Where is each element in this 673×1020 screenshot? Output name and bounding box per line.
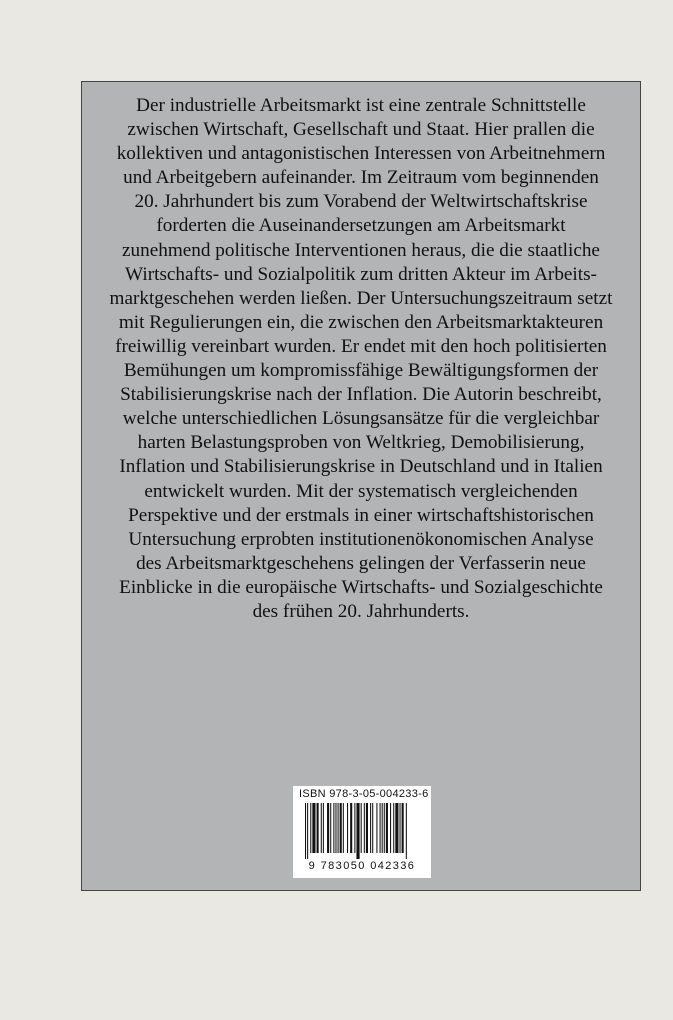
- description-line: Inflation und Stabilisierungskrise in Deutschland und in Italien: [119, 456, 603, 478]
- barcode-bar: [317, 803, 319, 853]
- barcode-bar: [335, 803, 336, 853]
- barcode-bars: [301, 803, 423, 859]
- description-line: Der industrielle Arbeitsmarkt ist eine zentrale Schnittstelle: [136, 95, 586, 116]
- barcode-bar: [406, 803, 407, 859]
- back-cover-panel: [81, 81, 641, 891]
- barcode-bar: [376, 803, 377, 853]
- book-description: [82, 94, 640, 624]
- description-line: zwischen Wirtschaft, Gesellschaft und Staat. Hier prallen die: [127, 119, 595, 141]
- barcode-bar: [333, 803, 334, 853]
- barcode-bar: [323, 803, 324, 853]
- description-line: Untersuchung erprobten institutionenökonomischen Analyse: [128, 528, 594, 550]
- barcode-bar: [310, 803, 311, 853]
- description-line: Wirtschafts- und Sozialpolitik zum dritten Akteur im Arbeits-: [125, 263, 597, 285]
- description-line: Stabilisierungskrise nach der Inflation. Die Autorin beschreibt,: [120, 384, 602, 406]
- barcode-bar: [384, 803, 385, 853]
- barcode-bar: [390, 803, 391, 853]
- description-line: Bemühungen um kompromissfähige Bewältigungsformen der: [123, 360, 599, 382]
- description-line: marktgeschehen werden ließen. Der Untersuchungszeitraum setzt: [109, 287, 613, 309]
- barcode-bar: [347, 803, 348, 853]
- isbn-barcode: [293, 786, 431, 878]
- barcode-bar: [366, 803, 368, 853]
- barcode-bar: [343, 803, 344, 853]
- barcode-digits: 9 783050 042336: [308, 860, 416, 872]
- barcode-bar: [356, 803, 359, 859]
- barcode-bar: [400, 803, 401, 853]
- description-line: Einblicke in die europäische Wirtschafts- und Sozialgeschichte: [119, 576, 603, 598]
- description-line: Perspektive und der erstmals in einer wirtschaftshistorischen: [128, 504, 594, 526]
- barcode-bar: [327, 803, 329, 853]
- barcode-bar: [364, 803, 365, 853]
- barcode-bar: [370, 803, 371, 853]
- description-line: und Arbeitgebern aufeinander. Im Zeitraum vom beginnenden: [123, 167, 599, 189]
- description-line: freiwillig vereinbart wurden. Er endet mit den hoch politisierten: [115, 335, 607, 357]
- barcode-bar: [330, 803, 331, 853]
- barcode-bar: [307, 803, 308, 859]
- barcode-bar: [382, 803, 383, 853]
- description-line: kollektiven und antagonistischen Interessen von Arbeitnehmern: [116, 143, 606, 165]
- barcode-bar: [354, 803, 355, 853]
- barcode-bar: [393, 803, 394, 853]
- description-line: welche unterschiedlichen Lösungsansätze für die vergleichbar: [122, 408, 600, 430]
- barcode-bar: [350, 803, 352, 853]
- description-line: mit Regulierungen ein, die zwischen den Arbeitsmarktakteuren: [118, 311, 604, 333]
- barcode-bar: [395, 803, 398, 853]
- barcode-bar: [338, 803, 339, 853]
- description-line: 20. Jahrhundert bis zum Vorabend der Weltwirtschaftskrise: [134, 191, 588, 213]
- isbn-label: ISBN 978-3-05-004233-6: [299, 788, 429, 800]
- barcode-bar: [321, 803, 322, 853]
- barcode-bar: [312, 803, 315, 853]
- barcode-bar: [402, 803, 404, 853]
- barcode-bar: [305, 803, 306, 859]
- description-line: zunehmend politische Interventionen heraus, die die staatliche: [122, 239, 600, 261]
- description-line: forderten die Auseinandersetzungen am Arbeitsmarkt: [156, 215, 566, 237]
- barcode-bar: [340, 803, 342, 853]
- barcode-bar: [386, 803, 388, 853]
- barcode-bar: [361, 803, 362, 853]
- description-line: entwickelt wurden. Mit der systematisch vergleichenden: [144, 480, 578, 502]
- description-line: des Arbeitsmarktgeschehens gelingen der Verfasserin neue: [136, 552, 586, 574]
- barcode-bar: [380, 803, 381, 853]
- barcode-bar: [372, 803, 373, 853]
- description-line: des frühen 20. Jahrhunderts.: [252, 600, 470, 622]
- description-line: harten Belastungsproben von Weltkrieg, Demobilisierung,: [137, 432, 585, 454]
